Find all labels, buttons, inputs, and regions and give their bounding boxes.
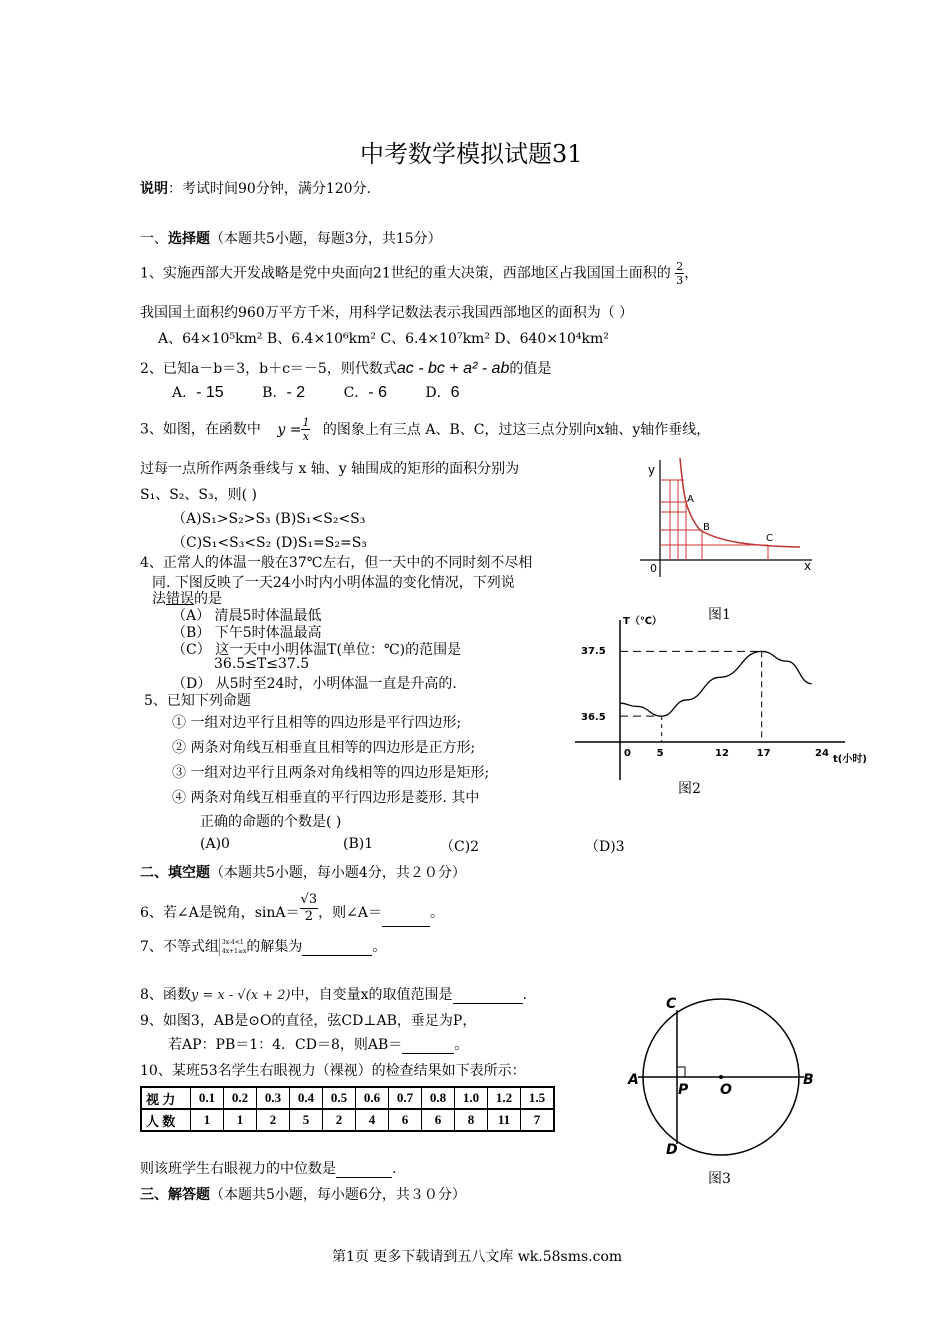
question-7: 7、不等式组 3x-4<1 4x+1≥x 的解集为 。: [140, 939, 387, 955]
inequality-system: 3x-4<1 4x+1≥x: [219, 938, 246, 956]
fig3-point-p: P: [678, 1082, 689, 1098]
question-4-line3: 法错误的是: [152, 591, 222, 607]
fig2-x-tick: 12: [715, 748, 729, 759]
question-5-prop-1: ① 一组对边平行且相等的四边形是平行四边形;: [172, 715, 462, 731]
question-2-options: A．- 15 B．- 2 C．- 6 D．6: [172, 384, 460, 401]
figure-3-caption: 图3: [708, 1171, 731, 1187]
fig3-point-d: D: [666, 1142, 678, 1158]
fig2-x-tick: 17: [756, 748, 771, 759]
fig2-y-tick-high: 37.5: [581, 646, 606, 657]
question-1-line1: 1、实施西部大开发战略是党中央面向21世纪的重大决策，西部地区占我国国土面积的 $\frac{2}{3}$ ，: [140, 260, 699, 287]
question-1-options: A、64×10⁵km² B、6.4×10⁶km² C、6.4×10⁷km² D、640×10⁴km²: [158, 331, 609, 347]
fraction: $\frac{1}{x}$: [302, 416, 310, 443]
fig1-origin-label: 0: [650, 562, 657, 575]
question-5-prop-4: ④ 两条对角线互相垂直的平行四边形是菱形. 其中: [172, 790, 480, 806]
fig2-x-tick: 24: [815, 748, 829, 759]
question-5-prop-3: ③ 一组对边平行且两条对角线相等的四边形是矩形;: [172, 765, 490, 781]
question-5-option-b: (B)1: [343, 836, 374, 852]
fig2-x-tick: 0: [624, 748, 631, 759]
fig2-y-tick-low: 36.5: [581, 712, 606, 723]
fig2-x-tick: 5: [656, 748, 664, 759]
question-8: 8、函数y = x - √(x + 2)中，自变量x的取值范围是 .: [140, 987, 527, 1003]
fig1-y-label: y: [648, 463, 656, 477]
fig2-axes: [575, 620, 845, 780]
section-3-heading: 三、解答题（本题共5小题，每小题6分，共３０分）: [140, 1187, 466, 1203]
question-5-option-c: （C)2: [440, 839, 480, 855]
vision-row: 视 力 0.1 0.2 0.3 0.4 0.5 0.6 0.7 0.8 1.0 1.2 1.5: [141, 1087, 554, 1109]
question-4-option-b: （B） 下午5时体温最高: [172, 625, 322, 641]
question-6: 6、若∠A是锐角，sinA＝ $\frac{√3}{2}$ ，则∠A＝ 。: [140, 892, 444, 925]
count-row: 人 数 1 1 2 5 2 4 6 6 8 11 7: [141, 1109, 554, 1131]
fig2-y-axis-label: T（℃）: [623, 616, 662, 627]
figure-1-caption: 图1: [708, 607, 731, 623]
fig3-point-o: O: [720, 1082, 732, 1098]
section-2-heading: 二、填空题（本题共5小题，每小题4分，共２０分）: [140, 865, 466, 881]
question-4-option-c-range: 36.5≤T≤37.5: [214, 656, 310, 672]
page-title: 中考数学模拟试题31: [360, 140, 583, 168]
question-5-prompt: 正确的命题的个数是( ): [200, 814, 342, 830]
vision-table: [140, 1086, 555, 1132]
fraction: $\frac{2}{3}$: [676, 260, 684, 287]
question-3-options-2: （C)S₁<S₃<S₂ (D)S₁=S₂=S₃: [172, 535, 367, 551]
question-4-option-a: （A） 清晨5时体温最低: [172, 608, 322, 624]
question-5-option-a: (A)0: [200, 836, 230, 852]
curve-path: [680, 458, 800, 547]
question-3-options-1: （A)S₁>S₂>S₃ (B)S₁<S₂<S₃: [172, 511, 366, 527]
fig3-point-a: A: [628, 1072, 639, 1088]
fig3-point-c: C: [666, 996, 677, 1012]
question-1-line2: 我国国土面积约960万平方千米，用科学记数法表示我国西部地区的面积为（ ）: [140, 305, 634, 321]
question-4-option-d: （D） 从5时至24时，小明体温一直是升高的.: [172, 676, 457, 692]
question-10-line2: 则该班学生右眼视力的中位数是 .: [140, 1161, 397, 1177]
figure-1-hyperbola: [640, 452, 820, 582]
question-4-line2: 同. 下图反映了一天24小时内小明体温的变化情况，下列说: [152, 575, 515, 591]
question-4-option-c: （C） 这一天中小明体温T(单位：℃)的范围是: [172, 642, 462, 658]
fig3-point-b: B: [803, 1072, 814, 1088]
question-3-line3: S₁、S₂、S₃，则( ): [140, 487, 257, 503]
question-5-prop-2: ② 两条对角线互相垂直且相等的四边形是正方形;: [172, 740, 476, 756]
question-9-line2: 若AP：PB＝1：4．CD＝8，则AB＝ 。: [168, 1037, 469, 1053]
fig1-x-label: x: [804, 559, 812, 573]
question-3-line2: 过每一点所作两条垂线与 x 轴、y 轴围成的矩形的面积分别为: [140, 461, 520, 477]
question-10-line1: 10、某班53名学生右眼视力（裸视）的检查结果如下表所示：: [140, 1063, 526, 1079]
section-1-heading: 一、选择题（本题共5小题，每题3分，共15分）: [140, 231, 442, 247]
question-5-option-d: （D)3: [585, 839, 625, 855]
fig1-point-b: B: [703, 522, 710, 533]
figure-3-circle: [626, 992, 826, 1158]
question-9-line1: 9、如图3，AB是⊙O的直径，弦CD⊥AB，垂足为P，: [140, 1013, 477, 1029]
question-5-intro: 5、已知下列命题: [144, 693, 251, 709]
figure-2-caption: 图2: [678, 781, 701, 797]
fig1-point-a: A: [687, 494, 694, 505]
fig2-marks: [620, 651, 812, 716]
fig2-x-axis-label: t(小时): [833, 754, 867, 765]
fig2-temperature-line: [620, 651, 812, 716]
footer: 第1页 更多下载请到五八文库 wk.58sms.com: [332, 1249, 623, 1265]
algebraic-expression: ac - bc + a² - ab: [396, 360, 510, 377]
question-3-line1: 3、如图，在函数中 y = $\frac{1}{x}$ 的图象上有三点 A、B、C，过这三点分别向x轴、y轴作垂线，: [140, 416, 711, 443]
figure-2-temperature-chart: [575, 612, 885, 784]
fig1-point-c: C: [766, 533, 773, 544]
question-2: 2、已知a－b＝3，b＋c＝－5，则代数式ac - bc + a² - ab的值是: [140, 360, 552, 377]
instructions: 说明：考试时间90分钟，满分120分.: [140, 180, 371, 197]
question-4-line1: 4、正常人的体温一般在37℃左右，但一天中的不同时刻不尽相: [140, 555, 533, 571]
